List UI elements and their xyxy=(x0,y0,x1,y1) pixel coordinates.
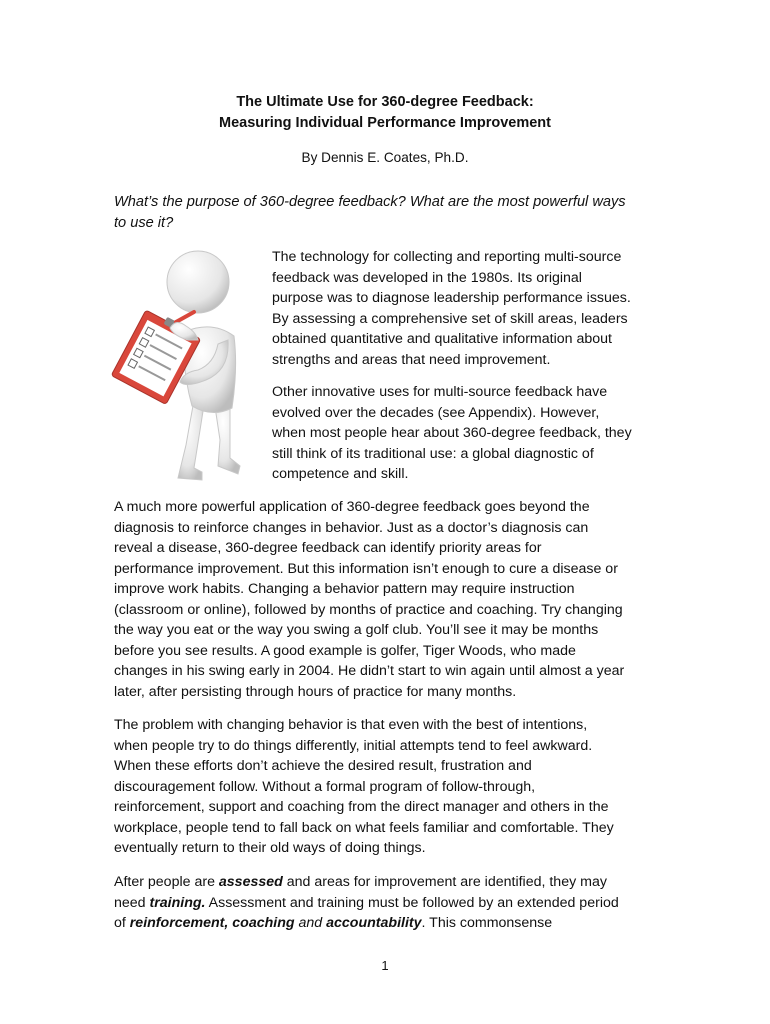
text-run: and xyxy=(294,915,327,931)
paragraph-3 xyxy=(114,497,662,702)
text-line: the way you eat or the way you swing a golf club. You’ll see it may be months xyxy=(114,622,599,638)
paragraph-5 xyxy=(114,872,662,934)
text-line: changes in his swing early in 2004. He didn’t start to win again until almost a year xyxy=(114,663,625,679)
text-line: (classroom or online), followed by months of practice and coaching. Try changing xyxy=(114,601,623,618)
text-line xyxy=(114,872,662,893)
emphasis-accountability: accountability xyxy=(326,915,422,931)
question-line: to use it? xyxy=(114,214,174,231)
text-line: later, after persisting through hours of practice for many months. xyxy=(114,683,517,700)
text-line: The technology for collecting and reporting multi-source xyxy=(272,249,622,265)
author-byline: By Dennis E. Coates, Ph.D. xyxy=(301,150,469,165)
text-line: eventually return to their old ways of doing things. xyxy=(114,840,426,856)
text-line: reveal a disease, 360-degree feedback can identify priority areas for xyxy=(114,540,542,556)
text-run: Assessment and training must be followed by an extended period xyxy=(205,894,619,911)
page-number: 1 xyxy=(381,958,389,973)
text-line: still think of its traditional use: a global diagnostic of xyxy=(272,445,594,462)
text-line: purpose was to diagnose leadership performance issues. xyxy=(272,290,631,306)
text-line: A much more powerful application of 360-degree feedback goes beyond the xyxy=(114,499,590,515)
emphasis-reinforcement-coaching: reinforcement, coaching xyxy=(129,915,295,931)
emphasis-training: training. xyxy=(149,894,206,911)
title-line-2: Measuring Individual Performance Improvement xyxy=(219,115,551,131)
text-line: performance improvement. But this information isn’t enough to cure a disease or xyxy=(114,560,618,577)
text-line: By assessing a comprehensive set of skill areas, leaders xyxy=(272,310,628,327)
text-line: feedback was developed in the 1980s. Its original xyxy=(272,269,582,286)
text-run: of xyxy=(114,915,130,931)
paragraph-2 xyxy=(272,382,662,485)
text-run: After people are xyxy=(114,874,219,890)
person-with-clipboard-icon xyxy=(106,240,264,488)
page-title xyxy=(0,92,770,134)
text-run: . This commonsense xyxy=(421,915,553,931)
text-line: discouragement follow. Without a formal program of follow-through, xyxy=(114,778,536,795)
text-line: when people try to do things differently, initial attempts tend to feel awkward. xyxy=(114,737,593,754)
text-line: reinforcement, support and coaching from the direct manager and others in the xyxy=(114,799,609,815)
text-line: strengths and areas that need improvement. xyxy=(272,351,551,368)
text-line: The problem with changing behavior is that even with the best of intentions, xyxy=(114,717,588,733)
text-line: improve work habits. Changing a behavior pattern may require instruction xyxy=(114,581,575,597)
text-line: Other innovative uses for multi-source feedback have xyxy=(272,384,608,400)
text-line: diagnosis to reinforce changes in behavior. Just as a doctor’s diagnosis can xyxy=(114,519,589,536)
paragraph-1 xyxy=(272,247,662,370)
question-line: What’s the purpose of 360-degree feedback? What are the most powerful ways xyxy=(114,194,626,210)
text-line: when most people hear about 360-degree feedback, they xyxy=(272,425,632,441)
title-line-1: The Ultimate Use for 360-degree Feedback: xyxy=(236,94,534,110)
text-run: and areas for improvement are identified, they may xyxy=(282,874,607,890)
text-line xyxy=(114,913,662,934)
text-line: workplace, people tend to fall back on what feels familiar and comfortable. They xyxy=(114,819,614,836)
text-line: When these efforts don’t achieve the desired result, frustration and xyxy=(114,758,532,774)
text-line xyxy=(114,893,662,914)
paragraph-4 xyxy=(114,715,662,859)
text-line: competence and skill. xyxy=(272,466,409,482)
text-run: need xyxy=(114,894,150,911)
text-line: before you see results. A good example is golfer, Tiger Woods, who made xyxy=(114,642,576,659)
text-line: obtained quantitative and qualitative information about xyxy=(272,331,612,347)
intro-question xyxy=(114,192,662,233)
text-line: evolved over the decades (see Appendix). However, xyxy=(272,404,600,421)
emphasis-assessed: assessed xyxy=(218,874,283,890)
